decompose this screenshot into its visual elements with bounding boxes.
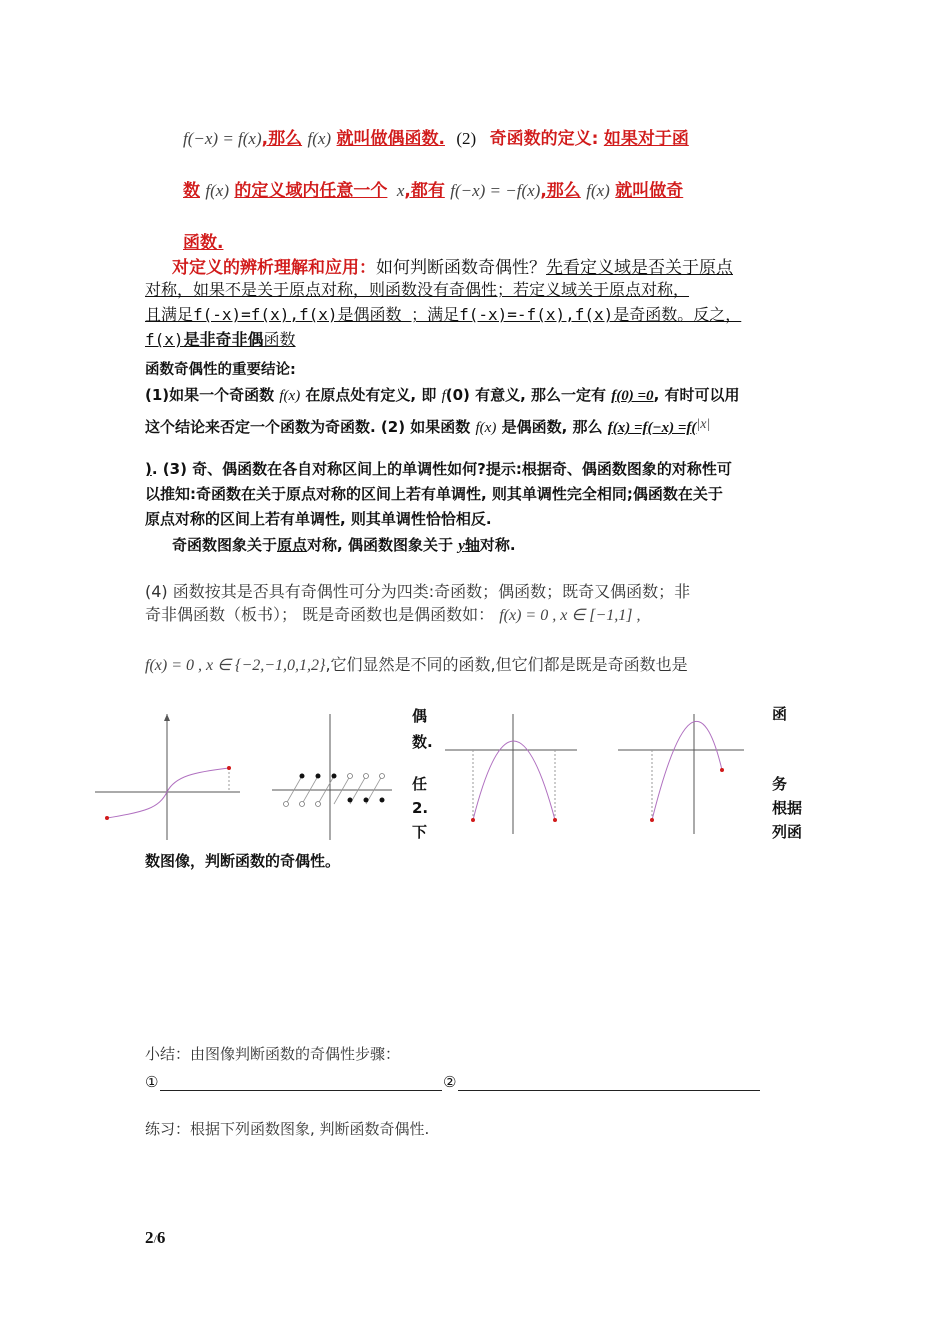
def-line-3: 函数. — [183, 233, 224, 253]
formula: f(x) = 0 , x ∈ {−2,−1,0,1,2} — [145, 657, 326, 674]
classes-line-1: (4) 函数按其是否具有奇偶性可分为四类:奇函数；偶函数；既奇又偶函数；非 — [145, 582, 691, 601]
text: 数. — [412, 733, 433, 751]
formula: f(x) = 0 , x ∈ [−1,1] , — [499, 607, 641, 624]
endpoint — [105, 816, 109, 820]
classes-line-3 — [145, 652, 688, 675]
analysis-line-1 — [172, 253, 733, 278]
y-arrow — [164, 714, 170, 721]
odd-def-heading: 奇函数的定义: — [489, 129, 599, 149]
practice-label: 练习：根据下列函数图象, 判断函数奇偶性. — [145, 1120, 430, 1138]
def-line-1 — [183, 124, 689, 149]
formula: |x| — [696, 417, 711, 432]
text: f(x) — [145, 330, 184, 349]
formula: f(x) — [307, 129, 332, 148]
conclusion-line-2 — [145, 416, 710, 437]
curve — [107, 768, 229, 818]
text: 是非奇非偶 — [183, 330, 264, 349]
analysis-heading: 对定义的辨析理解和应用： — [172, 258, 376, 278]
text: 原点 — [277, 536, 308, 554]
formula: x — [396, 181, 405, 200]
graph-4 — [618, 712, 748, 837]
text: 数 — [183, 181, 200, 201]
formula: f(−x) = f(x) — [183, 129, 262, 148]
text: 奇非偶函数（板书）； 既是奇函数也是偶函数如： — [145, 605, 495, 624]
page-number — [145, 1228, 165, 1248]
step-2-blank[interactable] — [458, 1090, 760, 1091]
step-1-marker: ① — [145, 1073, 159, 1091]
formula: f — [441, 388, 446, 404]
classes-line-2 — [145, 602, 640, 625]
endpoint — [471, 818, 475, 822]
text: / — [153, 1232, 157, 1246]
text: 的定义域内任意一个 — [234, 181, 388, 201]
text: 2 — [145, 1228, 154, 1247]
conclusion-line-4: 以推知:奇函数在关于原点对称的区间上若有单调性, 则其单调性完全相同;偶函数在关于 — [145, 485, 723, 503]
formula: y — [458, 538, 465, 554]
formula: f(x) =f(−x) =f( — [607, 420, 697, 436]
conclusion-line-1 — [145, 384, 739, 405]
text: 就叫做奇 — [615, 181, 684, 201]
formula: f(x) — [279, 388, 301, 404]
analysis-line-4 — [145, 327, 296, 350]
text: 任 — [412, 775, 428, 793]
formula: f(x) — [586, 181, 610, 200]
analysis-line-2: 对称，如果不是关于原点对称，则函数没有奇偶性；若定义域关于原点对称， — [145, 280, 690, 299]
text: 列函 — [772, 823, 803, 841]
task-col-2b — [772, 772, 802, 844]
formula: f(0) =0 — [611, 388, 654, 404]
text: 如果对于函 — [603, 129, 689, 149]
step-2-marker: ② — [443, 1073, 457, 1091]
closed-points — [300, 774, 385, 803]
endpoint — [553, 818, 557, 822]
graph-3 — [445, 712, 580, 837]
text: (0) 有意义, 那么一定有 — [445, 386, 612, 404]
text: 2. — [412, 799, 429, 817]
endpoint — [227, 766, 231, 770]
text: 如何判断函数奇偶性？ — [376, 258, 546, 278]
text: 对称, 偶函数图象关于 — [307, 536, 459, 554]
text: ,那么 — [261, 129, 303, 149]
graph-1 — [95, 712, 245, 842]
formula: f(x) — [475, 420, 497, 436]
text: ,它们显然是不同的函数,但它们都是既是奇函数也是 — [325, 655, 688, 674]
text: ,那么 — [540, 181, 581, 201]
text: . (3) 奇、偶函数在各自对称区间上的单调性如何?提示:根据奇、偶函数图象的对称性可 — [151, 460, 732, 478]
text: 根据 — [772, 799, 803, 817]
text: 下 — [412, 823, 428, 841]
conclusion-line-5: 原点对称的区间上若有单调性, 则其单调性恰恰相反. — [145, 510, 492, 528]
text: 在原点处有定义, 即 — [300, 386, 442, 404]
text: ) — [145, 460, 152, 478]
def-line-2 — [183, 176, 683, 201]
text: 奇函数图象关于 — [172, 536, 278, 554]
text: 这个结论来否定一个函数为奇函数. (2) 如果函数 — [145, 418, 476, 436]
task-col-1b — [412, 772, 428, 844]
graph-2 — [272, 712, 397, 842]
endpoint — [650, 818, 654, 822]
text: 6 — [156, 1228, 166, 1247]
text: 是偶函数, 那么 — [496, 418, 608, 436]
curve — [473, 741, 555, 820]
text: 就叫做偶函数. — [336, 129, 445, 149]
conclusions-title: 函数奇偶性的重要结论: — [145, 362, 296, 378]
text: 对称. — [479, 536, 516, 554]
task-col-1 — [412, 703, 433, 755]
text: 务 — [772, 775, 788, 793]
text: 偶 — [412, 707, 428, 725]
task-col-2: 函 — [772, 705, 788, 723]
text: 先看定义域是否关于原点 — [546, 258, 733, 278]
step-1-blank[interactable] — [160, 1090, 442, 1091]
conclusion-line-6 — [172, 534, 516, 555]
formula: f(x) — [205, 181, 229, 200]
curve — [652, 721, 722, 820]
formula: f(−x) = −f(x) — [450, 181, 541, 200]
conclusion-line-3 — [145, 458, 732, 479]
text: ,都有 — [404, 181, 445, 201]
summary-label: 小结：由图像判断函数的奇偶性步骤： — [145, 1045, 401, 1063]
analysis-line-3: 且满足f(-x)=f(x),f(x)是偶函数 ；满足f(-x)=-f(x),f(x)是奇函数。反之， — [145, 305, 742, 324]
text: (1)如果一个奇函数 — [145, 386, 280, 404]
text: , 有时可以用 — [653, 386, 740, 404]
endpoint — [720, 768, 724, 772]
text: 函数 — [263, 330, 296, 349]
item-number: (2) — [456, 129, 477, 148]
task-tail: 数图像，判断函数的奇偶性。 — [145, 852, 341, 870]
text: 轴 — [464, 536, 480, 554]
